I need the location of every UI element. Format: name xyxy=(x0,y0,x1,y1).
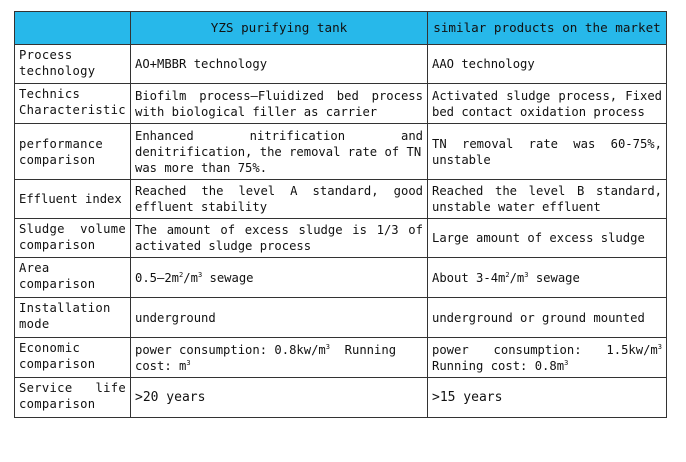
row-label-line2: technology xyxy=(19,64,96,78)
table-row xyxy=(15,45,667,84)
row-label xyxy=(15,219,131,258)
superscript: 3 xyxy=(325,342,330,351)
yzs-area-suffix: sewage xyxy=(202,270,254,285)
market-area-value: About 3-4m xyxy=(432,270,506,285)
market-cell: Activated sludge process, Fixed bed contact oxidation process xyxy=(428,84,667,124)
row-label xyxy=(15,258,131,298)
header-empty-cell xyxy=(15,12,131,45)
table-row xyxy=(15,378,667,418)
row-label xyxy=(15,180,131,219)
table-row xyxy=(15,258,667,298)
market-cell: underground or ground mounted xyxy=(428,298,667,338)
row-label xyxy=(15,298,131,338)
row-label xyxy=(15,84,131,124)
row-label-line2: Characteristic xyxy=(19,103,126,117)
comparison-table xyxy=(14,11,667,418)
table-row xyxy=(15,298,667,338)
yzs-cell xyxy=(131,124,428,180)
yzs-area-unit: /m xyxy=(183,270,198,285)
market-power-line xyxy=(432,342,662,358)
row-label xyxy=(15,45,131,84)
row-label-line1: Sludge volume xyxy=(19,222,126,236)
market-area-suffix: sewage xyxy=(528,270,580,285)
header-yzs-tank: YZS purifying tank xyxy=(131,12,428,45)
market-cell: AAO technology xyxy=(428,45,667,84)
market-cell: TN removal rate was 60-75%, unstable xyxy=(428,124,667,180)
market-cell: >15 years xyxy=(428,378,667,418)
yzs-cell: AO+MBBR technology xyxy=(131,45,428,84)
row-label xyxy=(15,338,131,378)
yzs-cell-line1: Enhanced nitrification and xyxy=(135,128,423,143)
market-area-unit: /m xyxy=(509,270,525,285)
row-label-line2: comparison xyxy=(19,153,96,167)
table-row xyxy=(15,338,667,378)
market-cell xyxy=(428,258,667,298)
row-label-line1: Installation xyxy=(19,301,111,315)
row-label-line1: Service life xyxy=(19,381,126,395)
row-label-line1: Effluent index xyxy=(19,192,122,206)
market-running-cost: Running cost: 0.8m xyxy=(432,358,565,373)
row-label-line1: Technics xyxy=(19,87,81,101)
table-row xyxy=(15,84,667,124)
yzs-cell xyxy=(131,338,428,378)
table-row xyxy=(15,180,667,219)
yzs-area-value: 0.5—2m xyxy=(135,270,180,285)
yzs-cell: >20 years xyxy=(131,378,428,418)
market-cell xyxy=(428,338,667,378)
superscript: 3 xyxy=(564,358,569,367)
row-label xyxy=(15,124,131,180)
market-cell: Large amount of excess sludge xyxy=(428,219,667,258)
row-label-line1: Process xyxy=(19,48,73,62)
yzs-power-consumption: power consumption: 0.8kw/m xyxy=(135,342,326,357)
row-label-line2: comparison xyxy=(19,357,96,371)
superscript: 3 xyxy=(186,358,191,367)
table-row xyxy=(15,219,667,258)
comparison-table-wrapper xyxy=(14,11,667,418)
superscript: 2 xyxy=(505,270,510,279)
market-cell: Reached the level B standard, unstable water effluent xyxy=(428,180,667,219)
yzs-cell: Biofilm process—Fluidized bed process with biological filler as carrier xyxy=(131,84,428,124)
yzs-cell: underground xyxy=(131,298,428,338)
table-header-row xyxy=(15,12,667,45)
row-label-line1: Area xyxy=(19,261,50,275)
row-label-line1: performance xyxy=(19,137,104,151)
market-power-consumption: power consumption: 1.5kw/m xyxy=(432,342,658,357)
superscript: 3 xyxy=(657,342,662,351)
superscript: 3 xyxy=(197,270,203,279)
row-label-line1: Economic xyxy=(19,341,81,355)
row-label-line2: comparison xyxy=(19,277,96,291)
row-label-line2: mode xyxy=(19,317,50,331)
yzs-cell: The amount of excess sludge is 1/3 of activated sludge process xyxy=(131,219,428,258)
yzs-cell-line2: denitrification, the removal rate of TN was more than 75%. xyxy=(135,144,422,175)
row-label-line2: comparison xyxy=(19,238,96,252)
table-row xyxy=(15,124,667,180)
yzs-cell: Reached the level A standard, good effluent stability xyxy=(131,180,428,219)
header-market-products: similar products on the market xyxy=(428,12,667,45)
yzs-cell xyxy=(131,258,428,298)
superscript: 2 xyxy=(179,270,184,279)
row-label xyxy=(15,378,131,418)
yzs-running-cost: Running cost: m xyxy=(135,342,404,373)
superscript: 3 xyxy=(524,270,529,279)
row-label-line2: comparison xyxy=(19,397,96,411)
